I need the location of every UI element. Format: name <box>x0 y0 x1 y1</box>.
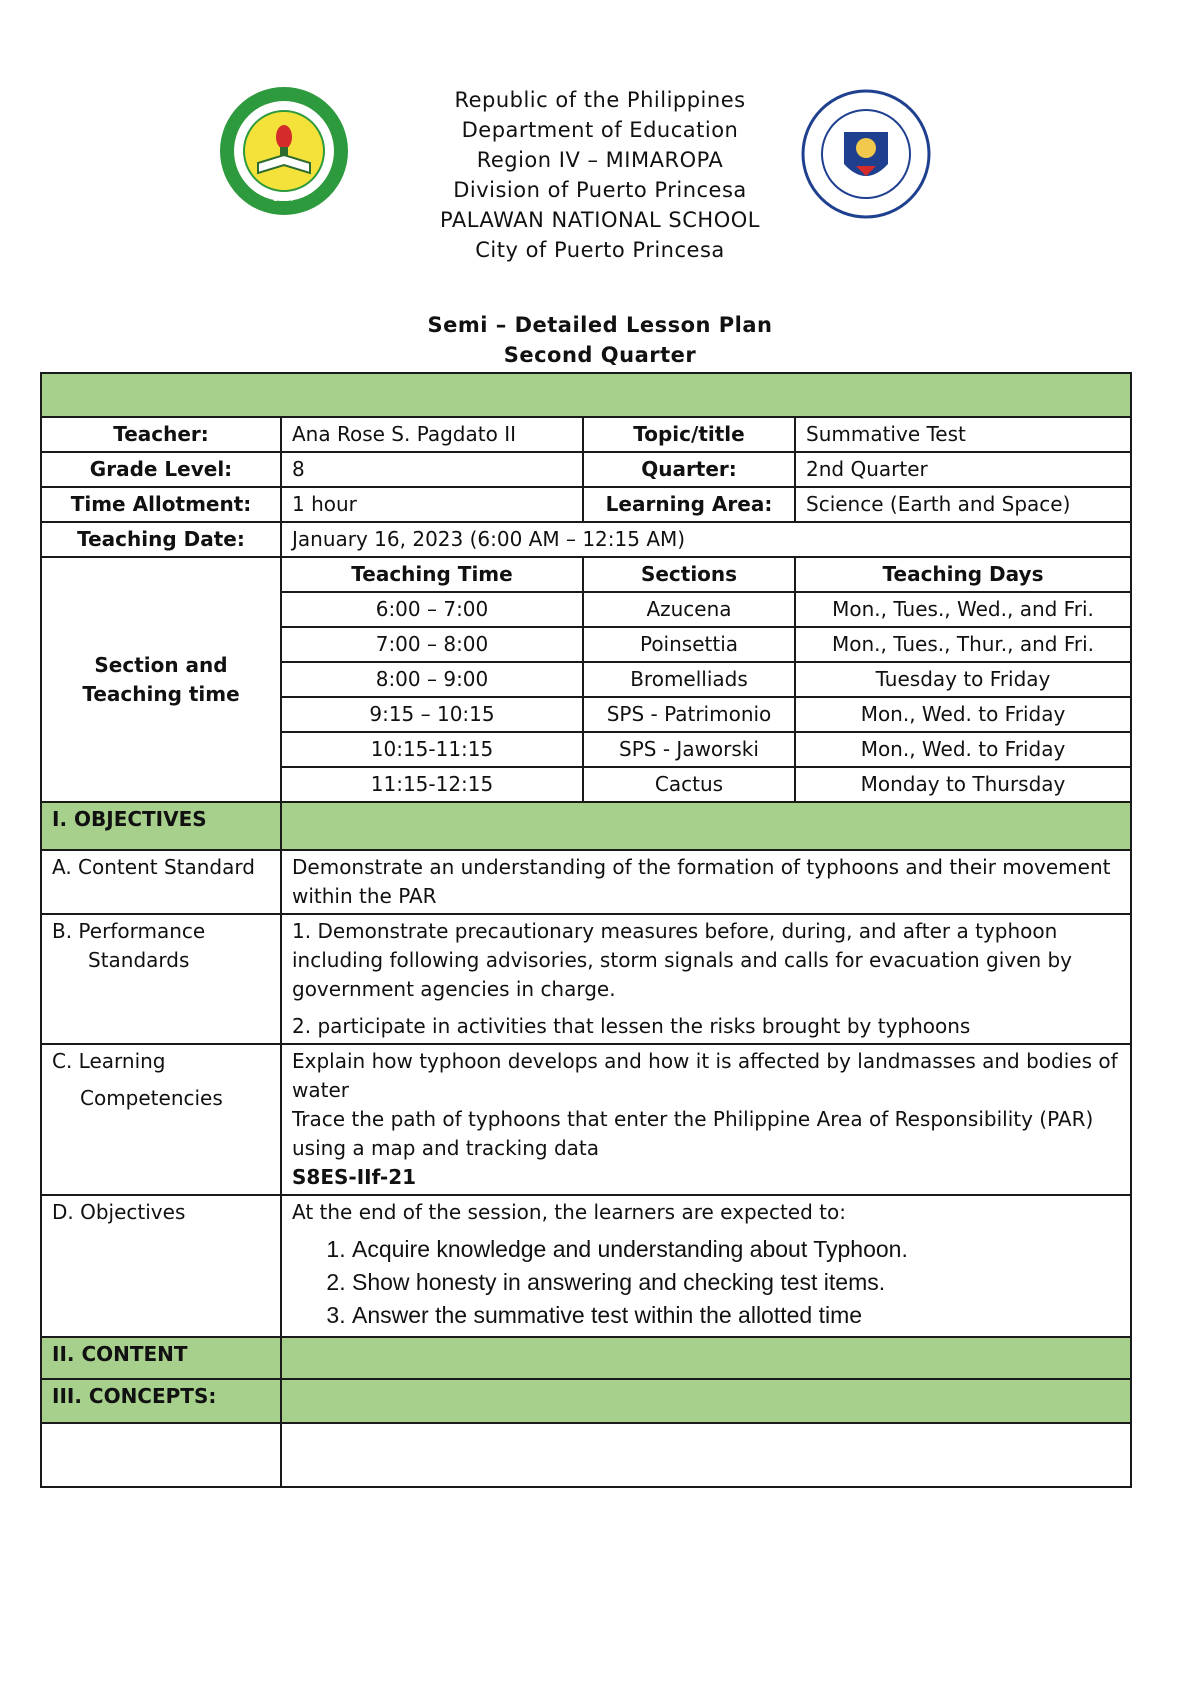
performance-label-line: B. Performance <box>52 919 206 943</box>
schedule-column-header: Sections <box>583 557 795 592</box>
objectives-label: D. Objectives <box>41 1195 281 1337</box>
competency-item: Explain how typhoon develops and how it is affected by landmasses and bodies of water <box>292 1049 1118 1102</box>
schedule-days: Mon., Wed. to Friday <box>795 697 1131 732</box>
time-allotment-label: Time Allotment: <box>41 487 281 522</box>
teacher-label: Teacher: <box>41 417 281 452</box>
table-row <box>41 1195 1131 1337</box>
quarter-label: Quarter: <box>583 452 795 487</box>
schedule-time: 7:00 – 8:00 <box>281 627 583 662</box>
schedule-column-header: Teaching Days <box>795 557 1131 592</box>
time-allotment-value: 1 hour <box>281 487 583 522</box>
schedule-days: Mon., Wed. to Friday <box>795 732 1131 767</box>
list-item: 1. Acquire knowledge and understanding about Typhoon. <box>352 1233 1120 1266</box>
teacher-value: Ana Rose S. Pagdato II <box>281 417 583 452</box>
objectives-heading-row <box>41 802 1131 850</box>
schedule-section: SPS - Patrimonio <box>583 697 795 732</box>
table-row <box>41 850 1131 914</box>
empty-cell <box>281 1423 1131 1487</box>
table-row <box>41 452 1131 487</box>
content-heading: II. CONTENT <box>41 1337 281 1379</box>
schedule-days: Tuesday to Friday <box>795 662 1131 697</box>
competency-item: Trace the path of typhoons that enter the Philippine Area of Responsibility (PAR) using a map and tracking data <box>292 1107 1094 1160</box>
schedule-section: Poinsettia <box>583 627 795 662</box>
topic-value: Summative Test <box>795 417 1131 452</box>
schedule-time: 10:15-11:15 <box>281 732 583 767</box>
performance-standards-text <box>281 914 1131 1044</box>
grade-label: Grade Level: <box>41 452 281 487</box>
objectives-list <box>292 1233 1120 1332</box>
lesson-plan-table <box>40 372 1132 1488</box>
letterhead-line: Division of Puerto Princesa <box>453 178 747 202</box>
letterhead-line: Region IV – MIMAROPA <box>476 148 724 172</box>
table-row <box>41 522 1131 557</box>
letterhead-line: Republic of the Philippines <box>454 88 746 112</box>
schedule-header-row <box>41 557 1131 592</box>
competency-label-line: C. Learning <box>52 1049 166 1073</box>
performance-label-line: Standards <box>88 948 190 972</box>
performance-item: 1. Demonstrate precautionary measures before, during, and after a typhoon including following advisories, storm signals and calls for evacuation given by government agencies in charge. <box>292 919 1073 1001</box>
schedule-section: Cactus <box>583 767 795 802</box>
svg-text:1907: 1907 <box>272 194 296 204</box>
section-teaching-time-label: Section and Teaching time <box>41 557 281 802</box>
list-item: 3. Answer the summative test within the allotted time <box>352 1299 1120 1332</box>
letterhead-line: City of Puerto Princesa <box>475 238 725 262</box>
competency-code: S8ES-IIf-21 <box>292 1165 417 1189</box>
learning-area-value: Science (Earth and Space) <box>795 487 1131 522</box>
grade-value: 8 <box>281 452 583 487</box>
table-row <box>41 487 1131 522</box>
content-standard-text: Demonstrate an understanding of the formation of typhoons and their movement within the PAR <box>281 850 1131 914</box>
schedule-time: 6:00 – 7:00 <box>281 592 583 627</box>
quarter-value: 2nd Quarter <box>795 452 1131 487</box>
empty-row <box>41 1423 1131 1487</box>
concepts-heading-row <box>41 1379 1131 1423</box>
schedule-days: Mon., Tues., Wed., and Fri. <box>795 592 1131 627</box>
letterhead-line: Department of Education <box>461 118 739 142</box>
schedule-section: Bromelliads <box>583 662 795 697</box>
green-header-row <box>41 373 1131 417</box>
learning-area-label: Learning Area: <box>583 487 795 522</box>
schedule-time: 8:00 – 9:00 <box>281 662 583 697</box>
schedule-column-header: Teaching Time <box>281 557 583 592</box>
objectives-text <box>281 1195 1131 1337</box>
empty-cell <box>41 1423 281 1487</box>
performance-standards-label <box>41 914 281 1044</box>
teaching-date-label: Teaching Date: <box>41 522 281 557</box>
plan-title <box>0 310 1200 370</box>
competency-label-line: Competencies <box>80 1086 223 1110</box>
list-item: 2. Show honesty in answering and checking test items. <box>352 1266 1120 1299</box>
letterhead-line: PALAWAN NATIONAL SCHOOL <box>440 208 760 232</box>
letterhead <box>0 85 1200 265</box>
concepts-heading-band <box>281 1379 1131 1423</box>
objectives-heading: I. OBJECTIVES <box>41 802 281 850</box>
content-standard-label: A. Content Standard <box>41 850 281 914</box>
objectives-intro: At the end of the session, the learners are expected to: <box>292 1200 846 1224</box>
schedule-days: Monday to Thursday <box>795 767 1131 802</box>
schedule-days: Mon., Tues., Thur., and Fri. <box>795 627 1131 662</box>
schedule-section: Azucena <box>583 592 795 627</box>
learning-competencies-label <box>41 1044 281 1195</box>
schedule-time: 9:15 – 10:15 <box>281 697 583 732</box>
table-row <box>41 417 1131 452</box>
schedule-time: 11:15-12:15 <box>281 767 583 802</box>
schedule-section: SPS - Jaworski <box>583 732 795 767</box>
learning-competencies-text <box>281 1044 1131 1195</box>
objectives-heading-band <box>281 802 1131 850</box>
performance-item: 2. participate in activities that lessen the risks brought by typhoons <box>292 1014 971 1038</box>
content-heading-row <box>41 1337 1131 1379</box>
plan-subtitle-line: Second Quarter <box>503 343 697 367</box>
green-header-band <box>41 373 1131 417</box>
concepts-heading: III. CONCEPTS: <box>41 1379 281 1423</box>
table-row <box>41 914 1131 1044</box>
table-row <box>41 1044 1131 1195</box>
plan-title-line: Semi – Detailed Lesson Plan <box>427 313 773 337</box>
content-heading-band <box>281 1337 1131 1379</box>
topic-label: Topic/title <box>583 417 795 452</box>
teaching-date-value: January 16, 2023 (6:00 AM – 12:15 AM) <box>281 522 1131 557</box>
